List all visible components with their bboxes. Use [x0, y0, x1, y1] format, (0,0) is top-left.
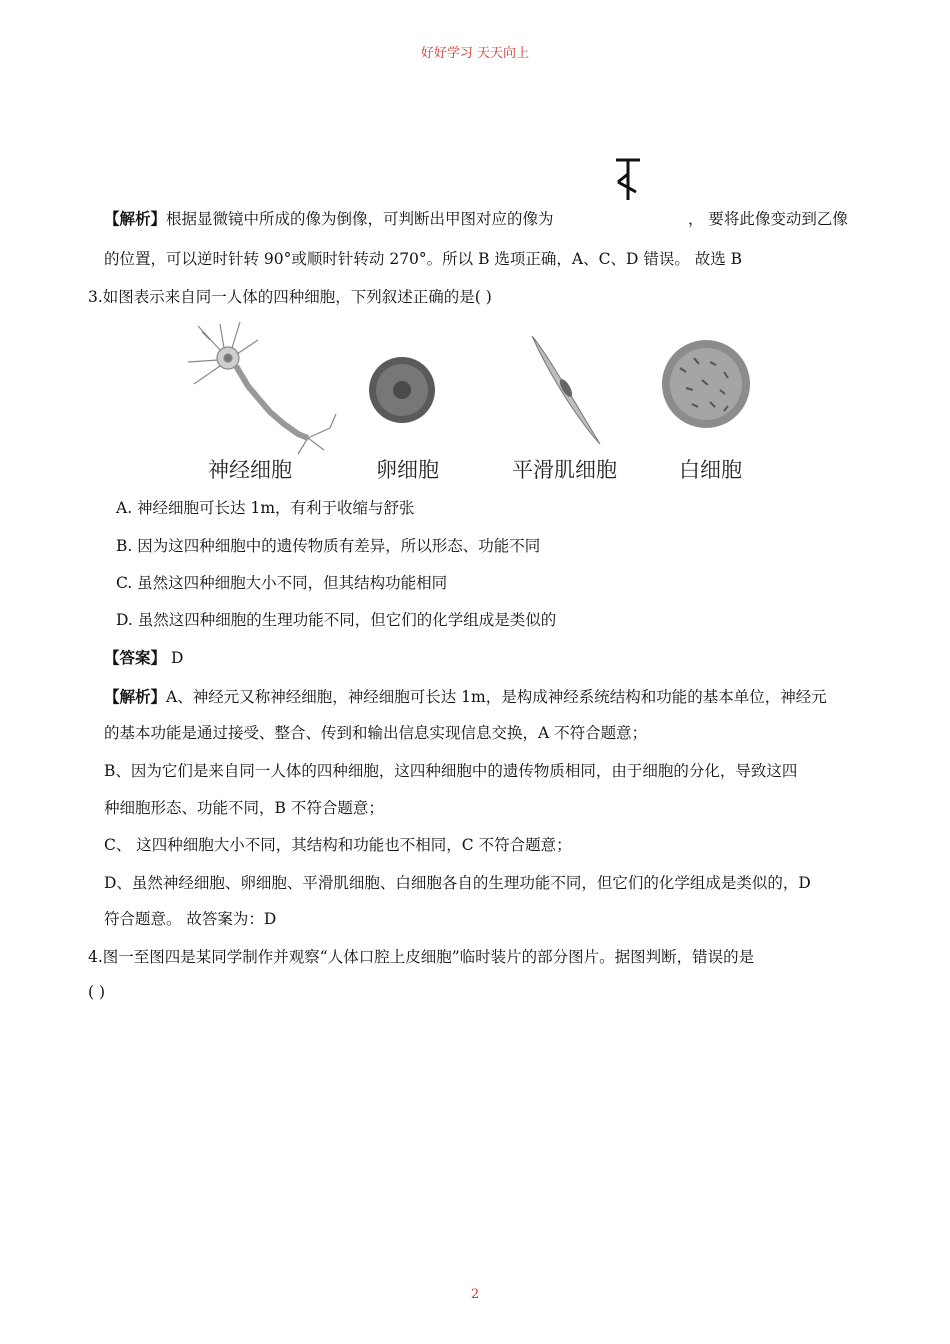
q3-option-c: C. 虽然这四种细胞大小不同，但其结构功能相同	[116, 574, 448, 592]
q2-analysis-line-2: 的位置，可以逆时针转 90°或顺时针转动 270°。所以 B 选项正确，A、C、D 错误。 故选 B	[104, 250, 743, 268]
q2-analysis-line-1	[104, 207, 554, 229]
smooth-muscle-cell-drawing	[532, 336, 600, 444]
q3-analysis-line-2: 的基本功能是通过接受、整合、传到和输出信息实现信息交换，A 不符合题意；	[104, 724, 648, 742]
cell-label-white-blood: 白细胞	[679, 458, 742, 482]
egg-cell-drawing	[369, 357, 435, 423]
analysis-label: 【解析】	[104, 687, 167, 706]
cell-label-smooth-muscle: 平滑肌细胞	[512, 458, 617, 482]
neuron-cell-drawing	[188, 322, 336, 454]
analysis-text: 根据显微镜中所成的像为倒像，可判断出甲图对应的像为	[166, 210, 554, 228]
q3-analysis-line-4: 种细胞形态、功能不同，B 不符合题意；	[104, 799, 384, 817]
cell-label-neuron: 神经细胞	[208, 458, 292, 482]
q3-option-b: B. 因为这四种细胞中的遗传物质有差异，所以形态、功能不同	[116, 537, 541, 555]
q4-paren: ( )	[88, 983, 106, 1001]
page-header: 好好学习 天天向上	[420, 46, 530, 61]
white-blood-cell-drawing	[662, 340, 750, 428]
analysis-label: 【解析】	[104, 209, 167, 228]
analysis-text: A、神经元又称神经细胞，神经细胞可长达 1m，是构成神经系统结构和功能的基本单位，神经元	[166, 688, 827, 706]
q3-analysis-line-5: C、 这四种细胞大小不同，其结构和功能也不相同，C 不符合题意；	[104, 836, 572, 854]
q2-analysis-line-1-tail: ， 要将此像变动到乙像	[688, 210, 848, 228]
cell-label-egg: 卵细胞	[376, 458, 439, 482]
q3-stem: 3.如图表示来自同一人体的四种细胞，下列叙述正确的是( )	[88, 288, 492, 306]
q3-option-a: A. 神经细胞可长达 1m，有利于收缩与舒张	[116, 499, 415, 517]
q4-stem: 4.图一至图四是某同学制作并观察“人体口腔上皮细胞”临时装片的部分图片。据图判断，错误的是	[88, 948, 755, 966]
q3-analysis-line-6: D、虽然神经细胞、卵细胞、平滑肌细胞、白细胞各自的生理功能不同，但它们的化学组成是类似的，D	[104, 874, 811, 892]
answer-value: D	[166, 649, 184, 667]
answer-label: 【答案】	[104, 648, 167, 667]
q3-option-d: D. 虽然这四种细胞的生理功能不同，但它们的化学组成是类似的	[116, 611, 557, 629]
q3-analysis-line-7: 符合题意。 故答案为：D	[104, 910, 277, 928]
q3-analysis-line-3: B、因为它们是来自同一人体的四种细胞，这四种细胞中的遗传物质相同，由于细胞的分化，导致这四	[104, 762, 798, 780]
q3-answer	[104, 646, 183, 668]
page-number: 2	[470, 1287, 480, 1302]
q3-analysis-line-1	[104, 685, 827, 707]
inverted-image-figure	[614, 152, 642, 202]
